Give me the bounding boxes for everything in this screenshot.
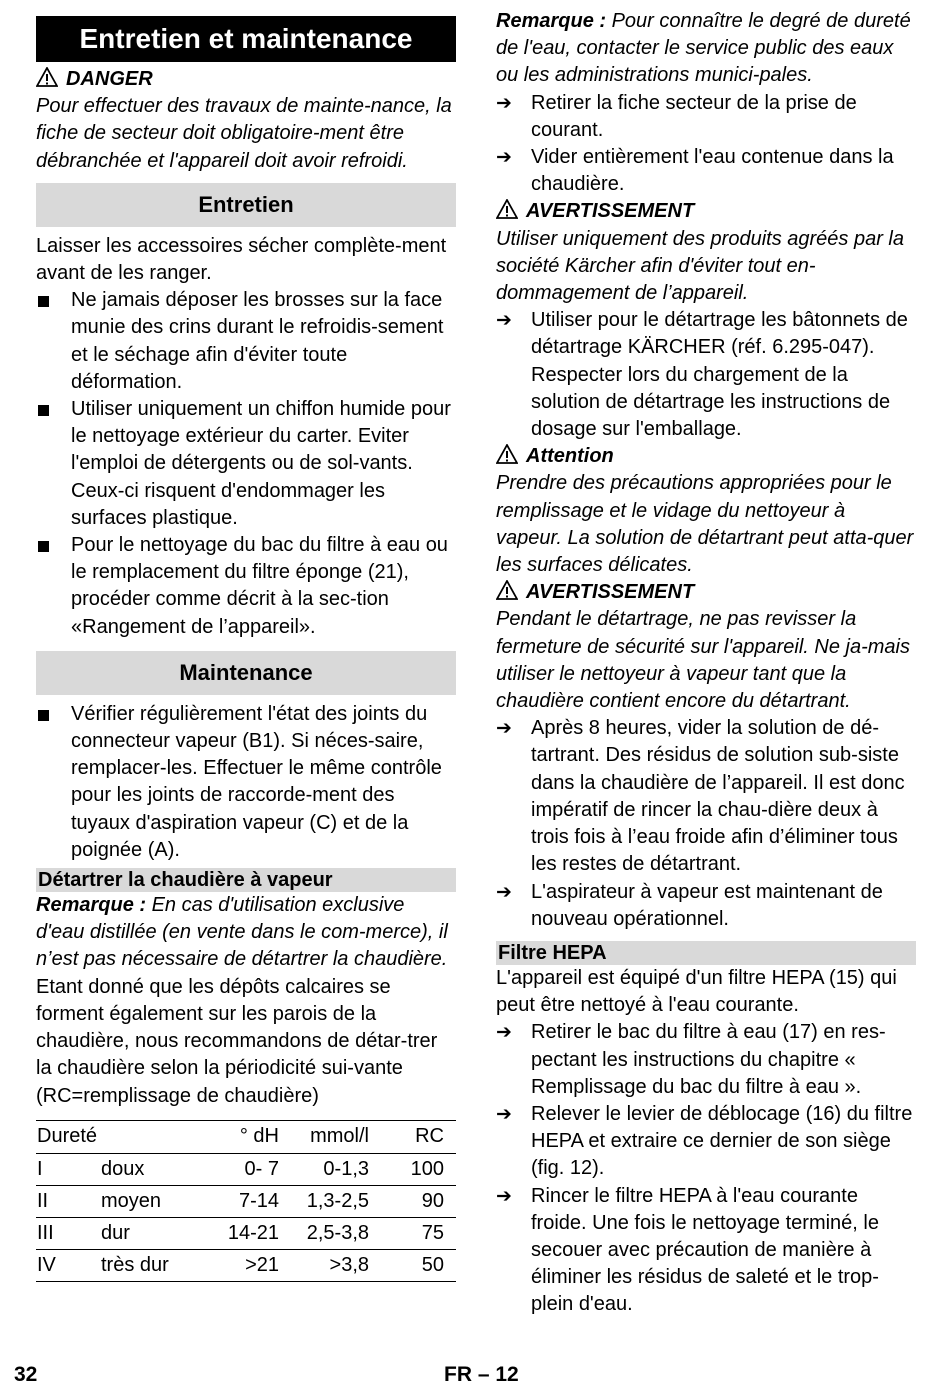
danger-heading (36, 66, 456, 93)
warning-icon (496, 444, 518, 464)
remarque-text: Pour connaître le degré de dureté de l'eau, contacter le service public des eaux ou les administrations munici-pales. (496, 10, 911, 87)
list-item (36, 532, 456, 641)
table-cell: moyen (100, 1185, 212, 1217)
hepa-intro: L'appareil est équipé d'un filtre HEPA (15) qui peut être nettoyé à l'eau courante. (496, 966, 897, 1017)
step-text: Retirer la fiche secteur de la prise de courant. (531, 91, 857, 141)
table-cell: 100 (370, 1153, 456, 1185)
step-text: L'aspirateur à vapeur est maintenant de nouveau opérationnel. (531, 880, 883, 930)
page-title: Entretien et maintenance (36, 16, 456, 62)
avertissement-label: AVERTISSEMENT (526, 200, 695, 223)
step-item (496, 715, 916, 878)
avertissement-heading (496, 579, 916, 606)
table-row (36, 1217, 456, 1249)
step-text: Retirer le bac du filtre à eau (17) en res-pectant les instructions du chapitre « Remplissage du bac du filtre à eau ». (531, 1021, 886, 1098)
bullet-square-icon (38, 541, 49, 552)
table-header (100, 1120, 212, 1153)
avertissement-text: Utiliser uniquement des produits agréés par la société Kärcher afin d'éviter tout en-dommagement de l’appareil. (496, 227, 904, 305)
arrow-right-icon: ➔ (496, 310, 512, 332)
attention-text: Prendre des précautions appropriées pour le remplissage et le vidage du nettoyeur à vapeur. La solution de détartrant peut atta-quer les surfaces délicates. (496, 472, 914, 577)
list-item (36, 396, 456, 532)
arrow-right-icon: ➔ (496, 718, 512, 740)
footer-section: FR – 12 (444, 1363, 519, 1386)
avertissement-label: AVERTISSEMENT (526, 581, 695, 604)
arrow-right-icon: ➔ (496, 1103, 512, 1125)
arrow-right-icon: ➔ (496, 147, 512, 169)
step-text: Rincer le filtre HEPA à l'eau courante froide. Une fois le nettoyage terminé, le secouer avec précaution de manière à éliminer les résidus de saleté et le trop-plein d'eau. (531, 1184, 879, 1316)
detartrer-paragraph: Etant donné que les dépôts calcaires se forment également sur les parois de la chaudière, nous recommandons de détar-trer la chaudière selon la périodicité sui-vante (RC=remplissage de chaudière) (36, 975, 438, 1107)
arrow-right-icon: ➔ (496, 92, 512, 114)
list-item-text: Utiliser uniquement un chiffon humide pour le nettoyage extérieur du carter. Eviter l'emploi de détergents ou de sol-vants. Ceux-ci risquent d'endommager les surfaces plastique. (71, 398, 451, 529)
step-text: Vider entièrement l'eau contenue dans la chaudière. (531, 146, 894, 196)
section-filtre-hepa: Filtre HEPA (496, 941, 916, 965)
step-item (496, 307, 916, 443)
arrow-right-icon: ➔ (496, 1022, 512, 1044)
table-cell: >21 (212, 1249, 280, 1281)
table-cell: II (36, 1185, 100, 1217)
warning-icon (496, 580, 518, 600)
bullet-square-icon (38, 405, 49, 416)
table-header: mmol/l (280, 1120, 370, 1153)
table-cell: I (36, 1153, 100, 1185)
table-row (36, 1249, 456, 1281)
step-text: Relever le levier de déblocage (16) du filtre HEPA et extraire ce dernier de son siège (fig. 12). (531, 1102, 913, 1180)
attention-label: Attention (526, 445, 614, 468)
table-cell: 1,3-2,5 (280, 1185, 370, 1217)
table-cell: 0- 7 (212, 1153, 280, 1185)
step-text: Après 8 heures, vider la solution de dé-tartrant. Des résidus de solution sub-siste dans la chaudière de l’appareil. Il est donc impératif de rincer la chau-dière deux à trois fois à l’eau froide afin d’éliminer tous les restes de détartrant. (531, 717, 905, 876)
table-cell: 90 (370, 1185, 456, 1217)
section-entretien: Entretien (36, 183, 456, 227)
table-cell: 50 (370, 1249, 456, 1281)
danger-text: Pour effectuer des travaux de mainte-nance, la fiche de secteur doit obligatoire-ment être débranchée et l'appareil doit avoir refroidi. (36, 95, 452, 172)
table-cell: 0-1,3 (280, 1153, 370, 1185)
step-item (496, 879, 916, 933)
hardness-table (36, 1120, 456, 1282)
arrow-right-icon: ➔ (496, 1185, 512, 1207)
list-item-text: Vérifier régulièrement l'état des joints du connecteur vapeur (B1). Si néces-saire, remplacer-les. Effectuer le même contrôle pour les joints de raccorde-ment des tuyaux d'aspiration vapeur (C) et de la poignée (A). (71, 702, 442, 861)
bullet-square-icon (38, 296, 49, 307)
table-cell: 2,5-3,8 (280, 1217, 370, 1249)
table-cell: III (36, 1217, 100, 1249)
warning-icon (496, 199, 518, 219)
warning-icon (36, 67, 58, 87)
left-column (36, 14, 456, 1282)
table-cell: doux (100, 1153, 212, 1185)
avertissement-heading (496, 198, 916, 225)
step-item (496, 1101, 916, 1183)
table-cell: 75 (370, 1217, 456, 1249)
table-cell: 7-14 (212, 1185, 280, 1217)
table-cell: IV (36, 1249, 100, 1281)
table-header: RC (370, 1120, 456, 1153)
list-item (36, 701, 456, 864)
list-item-text: Pour le nettoyage du bac du filtre à eau ou le remplacement du filtre éponge (21), procéder comme décrit à la sec-tion «Rangement de l’appareil». (71, 534, 448, 638)
table-cell: 14-21 (212, 1217, 280, 1249)
remarque-note (36, 892, 456, 974)
section-detartrer: Détartrer la chaudière à vapeur (36, 868, 456, 892)
table-header: Dureté (36, 1120, 100, 1153)
entretien-intro: Laisser les accessoires sécher complète-ment avant de les ranger. (36, 234, 447, 285)
section-maintenance: Maintenance (36, 651, 456, 695)
attention-heading (496, 443, 916, 470)
table-cell: très dur (100, 1249, 212, 1281)
remarque-note (496, 8, 916, 90)
remarque-text: En cas d'utilisation exclusive d'eau distillée (en vente dans le com-merce), il n’est pas nécessaire de détartrer la chaudière. (36, 894, 448, 971)
table-row (36, 1153, 456, 1185)
table-header: ° dH (212, 1120, 280, 1153)
danger-label: DANGER (66, 68, 153, 90)
remarque-label: Remarque : (496, 10, 607, 32)
step-text: Utiliser pour le détartrage les bâtonnets de détartrage KÄRCHER (réf. 6.295-047). Respecter lors du chargement de la solution de détartrage les instructions de dosage sur l'emballage. (531, 309, 908, 441)
step-item (496, 144, 916, 198)
list-item-text: Ne jamais déposer les brosses sur la face munie des crins durant le refroidis-sement et le séchage afin d'éviter toute déformation. (71, 289, 444, 393)
list-item (36, 287, 456, 396)
arrow-right-icon: ➔ (496, 881, 512, 903)
step-item (496, 90, 916, 144)
step-item (496, 1183, 916, 1319)
remarque-label: Remarque : (36, 894, 147, 917)
avertissement-text: Pendant le détartrage, ne pas revisser la fermeture de sécurité sur l'appareil. Ne ja-mais utiliser le nettoyeur à vapeur tant que la chaudière contient encore du détartrant. (496, 608, 910, 713)
table-cell: >3,8 (280, 1249, 370, 1281)
step-item (496, 1019, 916, 1101)
table-header-row (36, 1120, 456, 1153)
bullet-square-icon (38, 710, 49, 721)
right-column (496, 8, 916, 1319)
table-cell: dur (100, 1217, 212, 1249)
table-row (36, 1185, 456, 1217)
page-number: 32 (14, 1363, 38, 1386)
